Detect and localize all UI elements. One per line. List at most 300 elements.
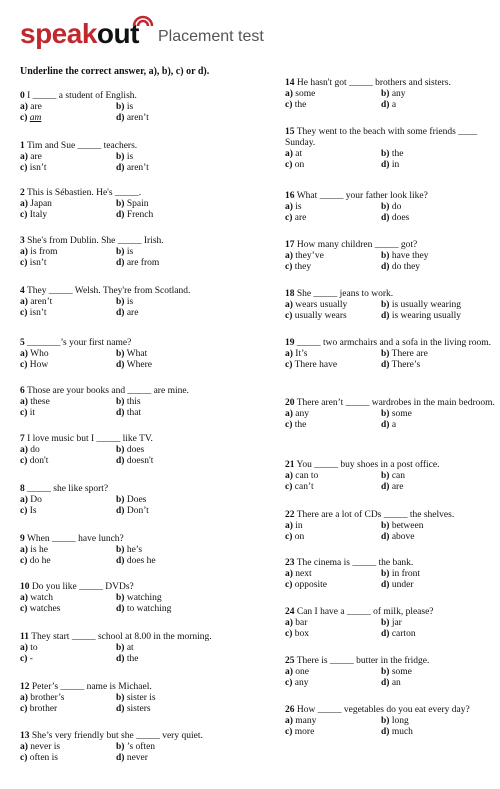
option-d[interactable]: [381, 160, 500, 171]
option-letter: c): [20, 360, 28, 370]
question-stem: Can I have a _____ of milk, please?: [294, 607, 434, 617]
option-c[interactable]: [285, 213, 381, 224]
option-letter: b): [116, 643, 125, 653]
option-c[interactable]: [20, 654, 116, 665]
question-stem: I love music but I _____ like TV.: [24, 434, 153, 444]
option-letter: d): [381, 360, 390, 370]
option-c[interactable]: [20, 258, 116, 269]
option-c[interactable]: [285, 532, 381, 543]
question-text: [20, 141, 265, 152]
option-letter: d): [116, 556, 125, 566]
option-d[interactable]: [381, 311, 500, 322]
option-b[interactable]: [116, 495, 236, 506]
option-letter: c): [20, 163, 28, 173]
option-c[interactable]: [285, 727, 381, 738]
brand-speak: speak: [20, 18, 97, 49]
option-text: the: [126, 654, 139, 664]
question-21: [285, 460, 497, 493]
option-text: brother: [29, 704, 58, 714]
question-text: [285, 338, 497, 349]
option-letter: a): [285, 569, 293, 579]
option-text: much: [391, 727, 413, 737]
option-letter: a): [285, 409, 293, 419]
option-text: How: [29, 360, 49, 370]
option-b[interactable]: [381, 349, 500, 360]
option-c[interactable]: [285, 100, 381, 111]
answer-options: [285, 409, 497, 431]
option-a[interactable]: [20, 152, 116, 163]
option-b[interactable]: [116, 152, 236, 163]
question-stem: How many children _____ got?: [294, 240, 418, 250]
option-text: some: [391, 409, 412, 419]
option-a[interactable]: [20, 102, 116, 113]
question-number: 5: [20, 338, 25, 348]
option-text: isn’t: [29, 163, 47, 173]
option-letter: c): [20, 556, 28, 566]
question-13: [20, 731, 265, 764]
option-a[interactable]: [20, 593, 116, 604]
question-stem: She _____ jeans to work.: [294, 289, 394, 299]
option-letter: b): [116, 593, 125, 603]
answer-options: [285, 202, 497, 224]
option-text: have they: [391, 251, 429, 261]
answer-options: [20, 152, 265, 174]
option-text: can’t: [294, 482, 314, 492]
option-letter: d): [116, 408, 125, 418]
option-letter: d): [381, 532, 390, 542]
option-c[interactable]: [285, 420, 381, 431]
option-text: opposite: [294, 580, 327, 590]
option-text: often is: [29, 753, 58, 763]
option-letter: a): [20, 593, 28, 603]
option-letter: b): [116, 742, 125, 752]
option-text: some: [391, 667, 412, 677]
answer-options: [285, 349, 497, 371]
option-letter: c): [285, 580, 293, 590]
option-d[interactable]: [116, 408, 236, 419]
option-text: am: [29, 113, 42, 123]
option-letter: d): [116, 704, 125, 714]
answer-options: [20, 742, 265, 764]
option-d[interactable]: [381, 100, 500, 111]
option-text: are: [294, 213, 307, 223]
option-d[interactable]: [116, 604, 236, 615]
question-text: [285, 240, 497, 251]
option-text: watching: [126, 593, 162, 603]
option-c[interactable]: [20, 456, 116, 467]
option-a[interactable]: [20, 445, 116, 456]
option-letter: a): [285, 89, 293, 99]
option-b[interactable]: [116, 397, 236, 408]
option-text: this: [126, 397, 141, 407]
question-number: 22: [285, 510, 295, 520]
option-b[interactable]: [381, 149, 500, 160]
brand-out: out: [96, 18, 139, 49]
question-number: 17: [285, 240, 295, 250]
option-letter: a): [285, 716, 293, 726]
option-a[interactable]: [20, 643, 116, 654]
option-b[interactable]: [116, 102, 236, 113]
option-letter: d): [381, 420, 390, 430]
option-d[interactable]: [116, 258, 236, 269]
option-letter: a): [20, 102, 28, 112]
option-letter: c): [20, 456, 28, 466]
option-text: do: [30, 445, 40, 455]
option-a[interactable]: [285, 618, 381, 629]
option-c[interactable]: [20, 604, 116, 615]
option-d[interactable]: [116, 456, 236, 467]
option-b[interactable]: [381, 521, 500, 532]
question-stem: The cinema is _____ the bank.: [294, 558, 414, 568]
option-a[interactable]: [285, 667, 381, 678]
option-b[interactable]: [116, 297, 236, 308]
option-c[interactable]: [285, 482, 381, 493]
question-23: [285, 558, 497, 591]
option-d[interactable]: [381, 629, 500, 640]
option-d[interactable]: [381, 580, 500, 591]
option-d[interactable]: [116, 556, 236, 567]
option-a[interactable]: [285, 149, 381, 160]
question-stem: When _____ have lunch?: [24, 534, 124, 544]
answer-options: [285, 569, 497, 591]
question-number: 9: [20, 534, 25, 544]
option-d[interactable]: [116, 704, 236, 715]
question-text: [20, 434, 265, 445]
question-stem: Those are your books and _____ are mine.: [24, 386, 189, 396]
option-text: can: [391, 471, 406, 481]
option-text: is usually wearing: [391, 300, 461, 310]
option-a[interactable]: [285, 202, 381, 213]
option-a[interactable]: [285, 409, 381, 420]
option-c[interactable]: [20, 210, 116, 221]
option-a[interactable]: [20, 742, 116, 753]
option-b[interactable]: [381, 471, 500, 482]
option-a[interactable]: [20, 495, 116, 506]
option-a[interactable]: [285, 251, 381, 262]
question-0: [20, 91, 265, 124]
option-letter: c): [285, 727, 293, 737]
question-number: 6: [20, 386, 25, 396]
option-d[interactable]: [116, 308, 236, 319]
option-text: is he: [30, 545, 48, 555]
question-text: [20, 236, 265, 247]
option-d[interactable]: [116, 163, 236, 174]
option-letter: a): [20, 643, 28, 653]
option-text: are: [391, 482, 404, 492]
option-d[interactable]: [381, 262, 500, 273]
option-letter: b): [381, 471, 390, 481]
option-b[interactable]: [116, 349, 236, 360]
option-b[interactable]: [116, 545, 236, 556]
option-a[interactable]: [285, 716, 381, 727]
option-c[interactable]: [20, 704, 116, 715]
option-a[interactable]: [20, 349, 116, 360]
question-number: 8: [20, 484, 25, 494]
question-9: [20, 534, 265, 567]
option-letter: a): [285, 202, 293, 212]
option-letter: d): [116, 113, 125, 123]
option-b[interactable]: [381, 202, 500, 213]
option-letter: a): [285, 521, 293, 531]
page-subtitle: Placement test: [158, 28, 264, 45]
option-d[interactable]: [381, 420, 500, 431]
option-text: some: [295, 89, 316, 99]
question-text: [20, 338, 265, 349]
option-text: is: [126, 297, 134, 307]
option-text: watches: [29, 604, 61, 614]
option-text: It’s: [295, 349, 308, 359]
option-text: an: [391, 678, 401, 688]
option-d[interactable]: [381, 213, 500, 224]
option-text: aren’t: [30, 297, 53, 307]
option-d[interactable]: [381, 678, 500, 689]
answer-options: [285, 716, 497, 738]
option-letter: a): [285, 251, 293, 261]
sound-wave-icon: [128, 12, 158, 28]
option-b[interactable]: [116, 199, 236, 210]
option-c[interactable]: [285, 262, 381, 273]
option-c[interactable]: [20, 408, 116, 419]
option-text: he’s: [126, 545, 143, 555]
option-letter: c): [285, 360, 293, 370]
option-text: never: [126, 753, 148, 763]
option-letter: b): [116, 397, 125, 407]
option-letter: d): [116, 456, 125, 466]
option-letter: c): [20, 258, 28, 268]
answer-options: [20, 495, 265, 517]
option-text: Don’t: [126, 506, 149, 516]
option-letter: c): [20, 654, 28, 664]
option-d[interactable]: [381, 727, 500, 738]
option-b[interactable]: [381, 300, 500, 311]
option-letter: b): [116, 297, 125, 307]
option-text: Does: [126, 495, 147, 505]
option-letter: a): [285, 471, 293, 481]
option-text: at: [295, 149, 303, 159]
answer-options: [285, 149, 497, 171]
option-a[interactable]: [20, 693, 116, 704]
option-c[interactable]: [20, 506, 116, 517]
option-text: many: [295, 716, 317, 726]
question-stem: They _____ Welsh. They're from Scotland.: [24, 286, 191, 296]
option-text: is: [126, 152, 134, 162]
option-d[interactable]: [116, 753, 236, 764]
option-b[interactable]: [116, 593, 236, 604]
option-b[interactable]: [381, 251, 500, 262]
question-number: 20: [285, 398, 295, 408]
option-c[interactable]: [285, 580, 381, 591]
option-b[interactable]: [381, 667, 500, 678]
option-d[interactable]: [116, 506, 236, 517]
answer-options: [20, 349, 265, 371]
option-letter: b): [381, 300, 390, 310]
option-c[interactable]: [20, 308, 116, 319]
option-d[interactable]: [116, 210, 236, 221]
option-letter: b): [116, 495, 125, 505]
question-stem: I _____ a student of English.: [24, 91, 137, 101]
answer-options: [285, 89, 497, 111]
answer-options: [20, 593, 265, 615]
question-26: [285, 705, 497, 738]
option-c[interactable]: [20, 753, 116, 764]
option-text: the: [294, 420, 307, 430]
answer-options: [285, 618, 497, 640]
option-a[interactable]: [20, 545, 116, 556]
option-c[interactable]: [20, 360, 116, 371]
question-stem: There is _____ butter in the fridge.: [294, 656, 430, 666]
option-letter: c): [285, 482, 293, 492]
question-24: [285, 607, 497, 640]
option-text: they’ve: [295, 251, 324, 261]
question-text: [20, 682, 265, 693]
option-letter: d): [381, 213, 390, 223]
option-a[interactable]: [285, 471, 381, 482]
question-20: [285, 398, 497, 431]
option-text: on: [294, 160, 305, 170]
question-stem: Tim and Sue _____ teachers.: [24, 141, 138, 151]
option-text: What: [126, 349, 148, 359]
option-text: is: [126, 247, 134, 257]
question-14: [285, 78, 497, 111]
answer-options: [20, 445, 265, 467]
question-number: 0: [20, 91, 25, 101]
question-number: 1: [20, 141, 25, 151]
option-text: is: [126, 102, 134, 112]
option-letter: d): [116, 163, 125, 173]
question-text: [20, 286, 265, 297]
option-text: at: [126, 643, 134, 653]
question-number: 13: [20, 731, 30, 741]
option-text: There have: [294, 360, 338, 370]
option-letter: d): [116, 258, 125, 268]
question-25: [285, 656, 497, 689]
option-text: There’s: [391, 360, 421, 370]
answer-options: [20, 693, 265, 715]
header: [20, 12, 490, 52]
question-text: [285, 289, 497, 300]
option-c[interactable]: [285, 678, 381, 689]
answer-options: [20, 643, 265, 665]
option-d[interactable]: [116, 113, 236, 124]
option-text: carton: [391, 629, 416, 639]
question-text: [285, 607, 497, 618]
question-text: [20, 91, 265, 102]
option-a[interactable]: [285, 569, 381, 580]
question-number: 25: [285, 656, 295, 666]
option-text: aren’t: [126, 113, 149, 123]
option-text: long: [391, 716, 409, 726]
option-d[interactable]: [116, 360, 236, 371]
option-a[interactable]: [20, 297, 116, 308]
option-text: it: [29, 408, 36, 418]
option-b[interactable]: [381, 569, 500, 580]
option-c[interactable]: [20, 556, 116, 567]
option-letter: d): [381, 311, 390, 321]
option-d[interactable]: [116, 654, 236, 665]
question-stem: They start _____ school at 8.00 in the morning.: [28, 632, 212, 642]
option-c[interactable]: [20, 163, 116, 174]
question-number: 2: [20, 188, 25, 198]
question-stem: This is Sébastien. He's _____.: [24, 188, 142, 198]
option-c[interactable]: [285, 360, 381, 371]
option-a[interactable]: [285, 521, 381, 532]
option-letter: d): [381, 100, 390, 110]
option-letter: c): [20, 113, 28, 123]
question-8: [20, 484, 265, 517]
option-c[interactable]: [20, 113, 116, 124]
option-b[interactable]: [381, 409, 500, 420]
question-7: [20, 434, 265, 467]
question-19: [285, 338, 497, 371]
option-c[interactable]: [285, 160, 381, 171]
option-letter: b): [381, 409, 390, 419]
option-letter: a): [20, 693, 28, 703]
option-letter: d): [116, 360, 125, 370]
option-b[interactable]: [116, 693, 236, 704]
option-b[interactable]: [116, 742, 236, 753]
option-letter: d): [381, 580, 390, 590]
option-a[interactable]: [285, 89, 381, 100]
question-number: 14: [285, 78, 295, 88]
question-number: 12: [20, 682, 30, 692]
option-c[interactable]: [285, 629, 381, 640]
question-text: [20, 632, 265, 643]
question-text: [285, 127, 497, 149]
option-letter: b): [381, 349, 390, 359]
option-letter: c): [285, 420, 293, 430]
question-18: [285, 289, 497, 322]
option-text: Japan: [30, 199, 52, 209]
option-b[interactable]: [116, 643, 236, 654]
option-a[interactable]: [20, 247, 116, 258]
question-stem: She’s very friendly but she _____ very quiet.: [29, 731, 203, 741]
option-d[interactable]: [381, 482, 500, 493]
option-text: are: [30, 152, 42, 162]
option-c[interactable]: [285, 311, 381, 322]
option-letter: d): [116, 210, 125, 220]
option-text: isn’t: [29, 258, 47, 268]
question-16: [285, 191, 497, 224]
question-number: 7: [20, 434, 25, 444]
question-10: [20, 582, 265, 615]
question-number: 16: [285, 191, 295, 201]
option-text: ’s often: [126, 742, 156, 752]
option-a[interactable]: [20, 199, 116, 210]
option-letter: c): [20, 308, 28, 318]
option-b[interactable]: [381, 716, 500, 727]
option-b[interactable]: [116, 445, 236, 456]
question-4: [20, 286, 265, 319]
option-letter: a): [20, 545, 28, 555]
option-d[interactable]: [381, 360, 500, 371]
option-text: Italy: [29, 210, 48, 220]
option-letter: b): [116, 152, 125, 162]
question-stem: _____ she like sport?: [24, 484, 109, 494]
option-text: a: [391, 420, 397, 430]
option-a[interactable]: [285, 300, 381, 311]
option-b[interactable]: [381, 618, 500, 629]
option-text: a: [391, 100, 397, 110]
option-a[interactable]: [285, 349, 381, 360]
option-b[interactable]: [381, 89, 500, 100]
question-text: [20, 731, 265, 742]
option-a[interactable]: [20, 397, 116, 408]
option-d[interactable]: [381, 532, 500, 543]
question-stem: _______’s your first name?: [24, 338, 132, 348]
question-stem: You _____ buy shoes in a post office.: [294, 460, 440, 470]
question-stem: They went to the beach with some friends ____ Sunday.: [285, 127, 478, 148]
option-b[interactable]: [116, 247, 236, 258]
